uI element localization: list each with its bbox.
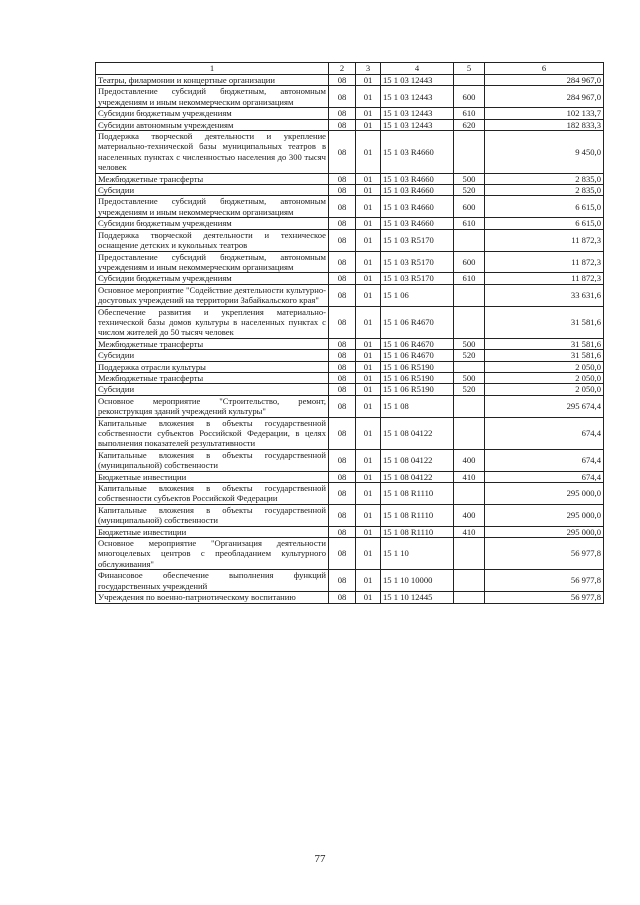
target-article-cell: 15 1 03 R4660 [381,196,454,218]
row-name-cell: Межбюджетные трансферты [96,173,329,184]
expense-type-cell [454,306,485,338]
subsection-code-cell: 01 [356,75,381,86]
row-name-cell: Бюджетные инвестиции [96,471,329,482]
row-name-cell: Основное мероприятие "Содействие деятельности культурно-досуговых учреждений на территории Забайкальского края" [96,284,329,306]
section-code-cell: 08 [329,417,356,449]
expense-type-cell [454,417,485,449]
section-code-cell: 08 [329,526,356,537]
amount-cell: 11 872,3 [485,251,604,273]
subsection-code-cell: 01 [356,338,381,349]
row-name-cell: Субсидии [96,384,329,395]
section-code-cell: 08 [329,229,356,251]
amount-cell: 31 581,6 [485,338,604,349]
table-row [96,86,604,108]
amount-cell: 11 872,3 [485,273,604,284]
row-name-cell: Субсидии [96,350,329,361]
amount-cell: 56 977,8 [485,538,604,570]
row-name-cell: Предоставление субсидий бюджетным, автономным учреждениям и иным некоммерческим организациям [96,86,329,108]
table-row [96,218,604,229]
section-code-cell: 08 [329,131,356,174]
section-code-cell: 08 [329,173,356,184]
expense-type-cell: 610 [454,218,485,229]
table-row [96,526,604,537]
target-article-cell: 15 1 10 12445 [381,592,454,603]
row-name-cell: Капитальные вложения в объекты государственной (муниципальной) собственности [96,504,329,526]
expense-type-cell: 400 [454,504,485,526]
row-name-cell: Обеспечение развития и укрепления материально-технической базы домов культуры в населенных пунктах с числом жителей до 50 тысяч человек [96,306,329,338]
section-code-cell: 08 [329,570,356,592]
expense-type-cell: 500 [454,173,485,184]
amount-cell: 674,4 [485,449,604,471]
expense-type-cell [454,131,485,174]
expense-type-cell: 600 [454,86,485,108]
section-code-cell: 08 [329,483,356,505]
subsection-code-cell: 01 [356,350,381,361]
subsection-code-cell: 01 [356,218,381,229]
amount-cell: 295 000,0 [485,504,604,526]
header-cell: 3 [356,63,381,75]
amount-cell: 295 000,0 [485,526,604,537]
expense-type-cell [454,538,485,570]
target-article-cell: 15 1 06 R4670 [381,306,454,338]
target-article-cell: 15 1 03 R4660 [381,173,454,184]
row-name-cell: Учреждения по военно-патриотическому воспитанию [96,592,329,603]
expense-type-cell: 520 [454,384,485,395]
table-row [96,570,604,592]
table-row [96,173,604,184]
expense-type-cell: 410 [454,471,485,482]
amount-cell: 2 050,0 [485,384,604,395]
table-row [96,538,604,570]
row-name-cell: Межбюджетные трансферты [96,372,329,383]
section-code-cell: 08 [329,86,356,108]
table-body [96,63,604,604]
header-cell: 2 [329,63,356,75]
subsection-code-cell: 01 [356,471,381,482]
row-name-cell: Финансовое обеспечение выполнения функций государственных учреждений [96,570,329,592]
subsection-code-cell: 01 [356,483,381,505]
table-row [96,273,604,284]
table-row [96,384,604,395]
amount-cell: 284 967,0 [485,86,604,108]
table-row [96,284,604,306]
header-cell: 4 [381,63,454,75]
expense-type-cell: 600 [454,251,485,273]
expense-type-cell [454,570,485,592]
table-header-row [96,63,604,75]
table-row [96,395,604,417]
table-row [96,483,604,505]
target-article-cell: 15 1 03 R4660 [381,185,454,196]
section-code-cell: 08 [329,196,356,218]
table-row [96,306,604,338]
expense-type-cell [454,592,485,603]
amount-cell: 56 977,8 [485,592,604,603]
row-name-cell: Поддержка творческой деятельности и техническое оснащение детских и кукольных театров [96,229,329,251]
row-name-cell: Межбюджетные трансферты [96,338,329,349]
target-article-cell: 15 1 08 [381,395,454,417]
row-name-cell: Театры, филармонии и концертные организации [96,75,329,86]
amount-cell: 674,4 [485,417,604,449]
table-row [96,75,604,86]
expense-type-cell: 410 [454,526,485,537]
expense-type-cell: 520 [454,350,485,361]
amount-cell: 284 967,0 [485,75,604,86]
table-row [96,504,604,526]
expense-type-cell: 600 [454,196,485,218]
amount-cell: 56 977,8 [485,570,604,592]
target-article-cell: 15 1 08 R1110 [381,526,454,537]
header-cell: 6 [485,63,604,75]
amount-cell: 674,4 [485,471,604,482]
table-row [96,108,604,119]
amount-cell: 2 050,0 [485,361,604,372]
amount-cell: 33 631,6 [485,284,604,306]
table-row [96,196,604,218]
row-name-cell: Капитальные вложения в объекты государственной собственности субъектов Российской Федерации [96,483,329,505]
subsection-code-cell: 01 [356,384,381,395]
table-row [96,338,604,349]
table-row [96,229,604,251]
amount-cell: 9 450,0 [485,131,604,174]
amount-cell: 102 133,7 [485,108,604,119]
expense-type-cell: 610 [454,273,485,284]
table-row [96,592,604,603]
table-row [96,119,604,130]
row-name-cell: Субсидии автономным учреждениям [96,119,329,130]
target-article-cell: 15 1 06 [381,284,454,306]
expense-type-cell: 620 [454,119,485,130]
subsection-code-cell: 01 [356,504,381,526]
section-code-cell: 08 [329,284,356,306]
row-name-cell: Основное мероприятие "Строительство, ремонт, реконструкция зданий учреждений культуры" [96,395,329,417]
section-code-cell: 08 [329,504,356,526]
header-cell: 1 [96,63,329,75]
expense-type-cell: 400 [454,449,485,471]
row-name-cell: Бюджетные инвестиции [96,526,329,537]
expense-type-cell [454,361,485,372]
section-code-cell: 08 [329,218,356,229]
section-code-cell: 08 [329,185,356,196]
target-article-cell: 15 1 06 R5190 [381,372,454,383]
target-article-cell: 15 1 06 R4670 [381,338,454,349]
section-code-cell: 08 [329,361,356,372]
target-article-cell: 15 1 03 R4660 [381,131,454,174]
row-name-cell: Субсидии [96,185,329,196]
amount-cell: 11 872,3 [485,229,604,251]
expense-type-cell: 520 [454,185,485,196]
target-article-cell: 15 1 03 12443 [381,119,454,130]
target-article-cell: 15 1 03 12443 [381,86,454,108]
target-article-cell: 15 1 03 R5170 [381,229,454,251]
section-code-cell: 08 [329,395,356,417]
table-row [96,350,604,361]
expense-type-cell [454,284,485,306]
section-code-cell: 08 [329,273,356,284]
section-code-cell: 08 [329,338,356,349]
subsection-code-cell: 01 [356,372,381,383]
target-article-cell: 15 1 10 10000 [381,570,454,592]
target-article-cell: 15 1 06 R5190 [381,384,454,395]
target-article-cell: 15 1 08 04122 [381,449,454,471]
subsection-code-cell: 01 [356,395,381,417]
target-article-cell: 15 1 10 [381,538,454,570]
target-article-cell: 15 1 06 R5190 [381,361,454,372]
expense-type-cell: 610 [454,108,485,119]
row-name-cell: Субсидии бюджетным учреждениям [96,273,329,284]
amount-cell: 295 000,0 [485,483,604,505]
subsection-code-cell: 01 [356,570,381,592]
row-name-cell: Субсидии бюджетным учреждениям [96,218,329,229]
section-code-cell: 08 [329,372,356,383]
expense-type-cell [454,75,485,86]
row-name-cell: Предоставление субсидий бюджетным, автономным учреждениям и иным некоммерческим организациям [96,251,329,273]
section-code-cell: 08 [329,449,356,471]
subsection-code-cell: 01 [356,284,381,306]
subsection-code-cell: 01 [356,196,381,218]
amount-cell: 31 581,6 [485,350,604,361]
row-name-cell: Поддержка отрасли культуры [96,361,329,372]
section-code-cell: 08 [329,251,356,273]
subsection-code-cell: 01 [356,592,381,603]
section-code-cell: 08 [329,108,356,119]
target-article-cell: 15 1 08 R1110 [381,504,454,526]
target-article-cell: 15 1 08 04122 [381,471,454,482]
subsection-code-cell: 01 [356,306,381,338]
expense-type-cell [454,395,485,417]
amount-cell: 6 615,0 [485,218,604,229]
target-article-cell: 15 1 03 R5170 [381,251,454,273]
target-article-cell: 15 1 03 R4660 [381,218,454,229]
table-row [96,372,604,383]
row-name-cell: Субсидии бюджетным учреждениям [96,108,329,119]
subsection-code-cell: 01 [356,417,381,449]
section-code-cell: 08 [329,384,356,395]
target-article-cell: 15 1 08 04122 [381,417,454,449]
expense-type-cell: 500 [454,372,485,383]
section-code-cell: 08 [329,306,356,338]
amount-cell: 2 835,0 [485,173,604,184]
expense-type-cell: 500 [454,338,485,349]
amount-cell: 295 674,4 [485,395,604,417]
row-name-cell: Основное мероприятие "Организация деятельности многоцелевых центров с преобладанием культурного обслуживания" [96,538,329,570]
subsection-code-cell: 01 [356,449,381,471]
section-code-cell: 08 [329,75,356,86]
subsection-code-cell: 01 [356,538,381,570]
target-article-cell: 15 1 03 12443 [381,108,454,119]
row-name-cell: Капитальные вложения в объекты государственной собственности субъектов Российской Федерации, в целях выполнения показателей результативности [96,417,329,449]
section-code-cell: 08 [329,119,356,130]
amount-cell: 2 050,0 [485,372,604,383]
table-row [96,417,604,449]
row-name-cell: Предоставление субсидий бюджетным, автономным учреждениям и иным некоммерческим организациям [96,196,329,218]
expense-type-cell [454,483,485,505]
header-cell: 5 [454,63,485,75]
row-name-cell: Поддержка творческой деятельности и укрепление материально-технической базы муниципальных театров в населенных пунктах с численностью населения до 300 тысяч человек [96,131,329,174]
table-row [96,471,604,482]
amount-cell: 6 615,0 [485,196,604,218]
subsection-code-cell: 01 [356,251,381,273]
section-code-cell: 08 [329,350,356,361]
table-row [96,449,604,471]
subsection-code-cell: 01 [356,119,381,130]
subsection-code-cell: 01 [356,86,381,108]
section-code-cell: 08 [329,592,356,603]
table-row [96,251,604,273]
section-code-cell: 08 [329,538,356,570]
subsection-code-cell: 01 [356,361,381,372]
amount-cell: 182 833,3 [485,119,604,130]
subsection-code-cell: 01 [356,173,381,184]
table-row [96,185,604,196]
subsection-code-cell: 01 [356,131,381,174]
subsection-code-cell: 01 [356,229,381,251]
target-article-cell: 15 1 08 R1110 [381,483,454,505]
expense-type-cell [454,229,485,251]
target-article-cell: 15 1 03 12443 [381,75,454,86]
subsection-code-cell: 01 [356,526,381,537]
target-article-cell: 15 1 03 R5170 [381,273,454,284]
subsection-code-cell: 01 [356,185,381,196]
budget-table [95,62,604,604]
subsection-code-cell: 01 [356,108,381,119]
section-code-cell: 08 [329,471,356,482]
page-number: 77 [314,853,326,865]
amount-cell: 2 835,0 [485,185,604,196]
row-name-cell: Капитальные вложения в объекты государственной (муниципальной) собственности [96,449,329,471]
table-row [96,131,604,174]
table-row [96,361,604,372]
subsection-code-cell: 01 [356,273,381,284]
amount-cell: 31 581,6 [485,306,604,338]
target-article-cell: 15 1 06 R4670 [381,350,454,361]
